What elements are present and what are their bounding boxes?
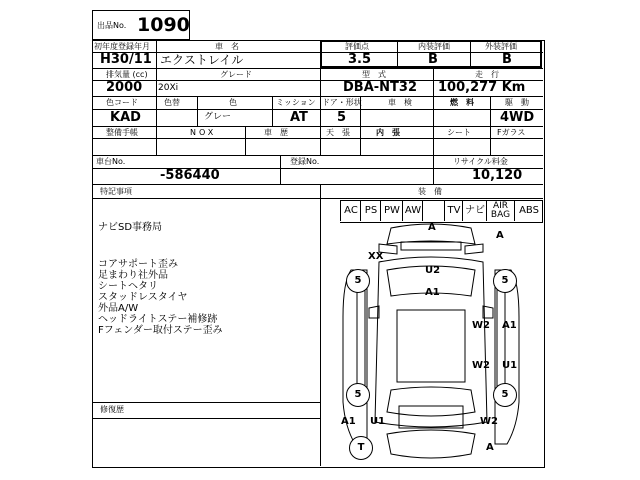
manual-label: 整備手帳	[106, 128, 138, 137]
transmission-label: ミッション	[276, 98, 316, 107]
interior-trim-label: 内 張	[376, 128, 400, 137]
model-value: DBA-NT32	[343, 80, 417, 95]
transmission-value: AT	[290, 110, 308, 125]
ceiling-label: 天 張	[326, 128, 350, 137]
remark-line: シートヘタリ	[98, 281, 158, 292]
mark-u1-rear-right: U1	[502, 360, 518, 371]
doors-value: 5	[337, 110, 347, 125]
exterior-label: 外装評価	[485, 42, 517, 51]
roof-outline	[397, 310, 465, 382]
drive-label: 駆 動	[505, 98, 529, 107]
rear-window-outline	[387, 387, 475, 416]
exterior-value: B	[502, 52, 512, 67]
tire-front-left: 5	[346, 269, 370, 293]
fuel-label: 燃 料	[450, 98, 474, 107]
remark-line: 外品A/W	[98, 303, 139, 314]
tire-front-right: 5	[493, 269, 517, 293]
equipment-title: 装 備	[418, 187, 442, 196]
remark-line: スタッドレスタイヤ	[98, 292, 188, 303]
equip-aw: AW	[402, 201, 423, 221]
body-top-outline	[375, 257, 487, 427]
mileage-value: 100,277 Km	[438, 80, 526, 95]
remark-line: ヘッドライトステー補修跡	[98, 314, 218, 325]
tire-rear-right: 5	[493, 383, 517, 407]
displacement-value: 2000	[106, 80, 143, 95]
mark-w2-front-right: W2	[472, 320, 490, 331]
car-name-value: エクストレイル	[160, 53, 244, 67]
drive-value: 4WD	[500, 110, 535, 125]
model-label: 型 式	[362, 70, 386, 79]
recycle-label: リサイクル料金	[453, 157, 508, 166]
tire-rear-left: 5	[346, 383, 370, 407]
reg-no-label: 登録No.	[290, 157, 320, 166]
score-label: 評価点	[345, 42, 369, 51]
mark-u1-rear-left: U1	[370, 416, 386, 427]
equip-navi: ナビ	[462, 201, 487, 221]
remarks-list	[98, 259, 223, 336]
equip-ps: PS	[360, 201, 381, 221]
car-name-label: 車 名	[215, 42, 239, 51]
equip-abs: ABS	[514, 201, 543, 221]
seat-label: シート	[447, 128, 471, 137]
remark-line: 足まわり社外品	[98, 270, 168, 281]
mark-a-top: A	[428, 222, 436, 233]
mark-a1-roof: A1	[425, 287, 440, 298]
mark-a-bottom: A	[486, 442, 494, 453]
grade-value: 20Xi	[158, 83, 179, 93]
right-side-outline	[495, 270, 519, 444]
remark-top-line: ナビSD事務局	[98, 222, 163, 233]
nox-label: NOX	[190, 128, 217, 137]
spare-tire: T	[349, 436, 373, 460]
interior-label: 内装評価	[418, 42, 450, 51]
equip-ac: AC	[340, 201, 361, 221]
color-no-label: 色替	[164, 98, 180, 107]
reg-year-label: 初年度登録年月	[94, 42, 150, 51]
notes-title: 特記事項	[100, 187, 132, 196]
remark-line: Fフェンダー取付ステー歪み	[98, 325, 223, 336]
history-label: 車 歴	[264, 128, 288, 137]
chassis-value: -586440	[160, 168, 220, 183]
mark-a1-rear-left: A1	[341, 416, 356, 427]
rear-bumper-outline	[387, 430, 475, 458]
color-code-value: KAD	[110, 110, 141, 125]
equip-pw: PW	[380, 201, 403, 221]
displacement-label: 排気量 (cc)	[106, 70, 148, 79]
doors-label: ドア・形状	[322, 98, 362, 107]
reg-year-value: H30/11	[100, 52, 152, 67]
equip-airbag: AIR BAG	[486, 201, 514, 221]
color-label: 色	[229, 98, 237, 107]
inspection-label: 車 検	[388, 98, 412, 107]
mileage-label: 走 行	[475, 70, 499, 79]
recycle-value: 10,120	[472, 168, 523, 183]
mark-a1-front-right: A1	[502, 320, 517, 331]
lot-number-label: 出品No.	[97, 21, 127, 30]
equipment-row	[340, 200, 543, 223]
mark-w2-rear-right: W2	[472, 360, 490, 371]
chassis-label: 車台No.	[96, 157, 126, 166]
mark-u2: U2	[425, 265, 441, 276]
equip-tv: TV	[444, 201, 463, 221]
repair-title: 修復歴	[100, 405, 124, 414]
color-code-label: 色コード	[106, 98, 138, 107]
color-value: グレー	[204, 112, 232, 122]
grille-outline	[401, 242, 461, 250]
mark-a-corner: A	[496, 230, 504, 241]
score-value: 3.5	[348, 52, 372, 67]
mark-w2-rear-bottom: W2	[480, 416, 498, 427]
mark-xx: XX	[368, 251, 384, 262]
car-damage-diagram	[321, 222, 542, 466]
interior-value: B	[428, 52, 438, 67]
headlight-right	[465, 244, 483, 254]
tailgate-outline	[399, 406, 463, 428]
remarks-top	[98, 222, 162, 233]
grade-label: グレード	[220, 70, 252, 79]
equip-blank	[422, 201, 445, 221]
lot-number-value: 1090	[137, 14, 190, 36]
glass-label: Fガラス	[497, 128, 526, 137]
lot-number-box	[92, 10, 190, 40]
remark-line: コアサポート歪み	[98, 259, 178, 270]
